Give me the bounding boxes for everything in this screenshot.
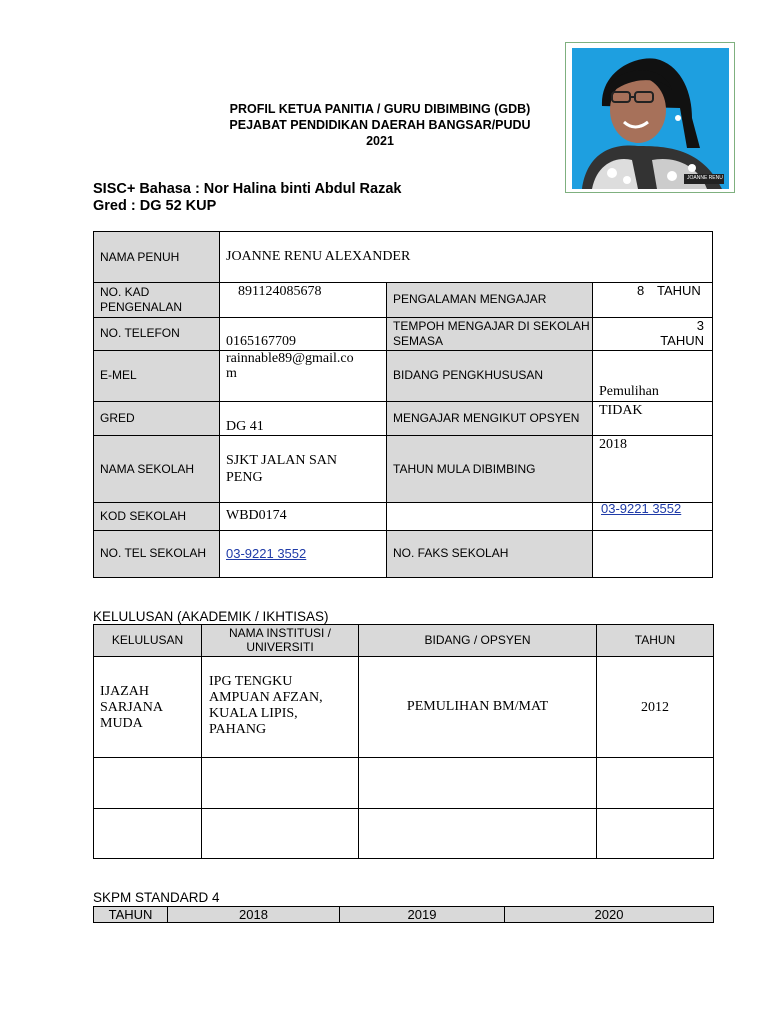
row1-institusi: IPG TENGKU AMPUAN AFZAN, KUALA LIPIS, PAHANG [202, 657, 359, 758]
profile-table [93, 231, 713, 578]
kelulusan-table [93, 624, 714, 859]
faks-link[interactable]: 03-9221 3552 [601, 501, 682, 516]
label-nama-sekolah: NAMA SEKOLAH [94, 436, 220, 503]
portrait-image [572, 48, 729, 189]
value-tahun-mula: 2018 [593, 436, 712, 503]
value-bidang: Pemulihan [593, 351, 712, 402]
row2-bidang [359, 758, 597, 809]
row2-tahun [597, 758, 713, 809]
label-bidang: BIDANG PENGKHUSUSAN [387, 351, 593, 402]
row3-institusi [202, 809, 359, 858]
row2-institusi [202, 758, 359, 809]
skpm-table [93, 906, 714, 923]
skpm-col-tahun: TAHUN [94, 907, 168, 922]
header-year: 2021 [366, 134, 394, 148]
value-gred: DG 41 [220, 402, 387, 436]
col-bidang: BIDANG / OPSYEN [359, 625, 597, 657]
label-no-kad: NO. KAD PENGENALAN [94, 283, 220, 318]
col-institusi: NAMA INSTITUSI / UNIVERSITI [202, 625, 359, 657]
value-faks-top [593, 503, 712, 531]
label-tahun-mula: TAHUN MULA DIBIMBING [387, 436, 593, 503]
label-faks-sekolah: NO. FAKS SEKOLAH [387, 531, 593, 577]
value-faks-sekolah [593, 531, 712, 577]
kelulusan-title: KELULUSAN (AKADEMIK / IKHTISAS) [93, 609, 329, 624]
label-telefon: NO. TELEFON [94, 318, 220, 351]
tel-sekolah-link[interactable]: 03-9221 3552 [226, 546, 307, 561]
value-nama-penuh: JOANNE RENU ALEXANDER [220, 232, 712, 283]
profile-photo [565, 42, 735, 193]
row3-bidang [359, 809, 597, 858]
row1-kelulusan: IJAZAH SARJANA MUDA [94, 657, 202, 758]
label-pengalaman: PENGALAMAN MENGAJAR [387, 283, 593, 318]
label-kod-sekolah: KOD SEKOLAH [94, 503, 220, 531]
col-kelulusan: KELULUSAN [94, 625, 202, 657]
row3-kelulusan [94, 809, 202, 858]
sisc-info [93, 181, 401, 215]
skpm-title: SKPM STANDARD 4 [93, 890, 220, 905]
value-no-kad: 891124085678 [220, 283, 387, 318]
document-header [150, 101, 610, 149]
label-tempoh: TEMPOH MENGAJAR DI SEKOLAH SEMASA [387, 318, 593, 351]
skpm-col-2019: 2019 [340, 907, 505, 922]
sisc-officer: SISC+ Bahasa : Nor Halina binti Abdul Razak [93, 181, 402, 197]
label-opsyen: MENGAJAR MENGIKUT OPSYEN [387, 402, 593, 436]
label-gred: GRED [94, 402, 220, 436]
skpm-col-2020: 2020 [505, 907, 713, 922]
row2-kelulusan [94, 758, 202, 809]
label-tel-sekolah: NO. TEL SEKOLAH [94, 531, 220, 577]
header-title: PROFIL KETUA PANITIA / GURU DIBIMBING (GDB) [229, 102, 531, 116]
label-emel: E-MEL [94, 351, 220, 402]
empty-cell [387, 503, 593, 531]
header-office: PEJABAT PENDIDIKAN DAERAH BANGSAR/PUDU [229, 118, 531, 132]
row3-tahun [597, 809, 713, 858]
value-kod-sekolah: WBD0174 [220, 503, 387, 531]
value-nama-sekolah: SJKT JALAN SAN PENG [220, 436, 387, 503]
label-nama-penuh: NAMA PENUH [94, 232, 220, 283]
value-pengalaman: 8 TAHUN [593, 283, 712, 318]
row1-tahun: 2012 [597, 657, 713, 758]
value-opsyen: TIDAK [593, 402, 712, 436]
sisc-grade: Gred : DG 52 KUP [93, 198, 217, 214]
value-emel: rainnable89@gmail.co m [220, 351, 387, 402]
col-tahun: TAHUN [597, 625, 713, 657]
value-tempoh: 3 TAHUN [593, 318, 712, 351]
row1-bidang: PEMULIHAN BM/MAT [359, 657, 597, 758]
value-tel-sekolah [220, 531, 387, 577]
value-telefon: 0165167709 [220, 318, 387, 351]
skpm-col-2018: 2018 [168, 907, 340, 922]
photo-caption: JOANNE RENU [687, 175, 723, 181]
